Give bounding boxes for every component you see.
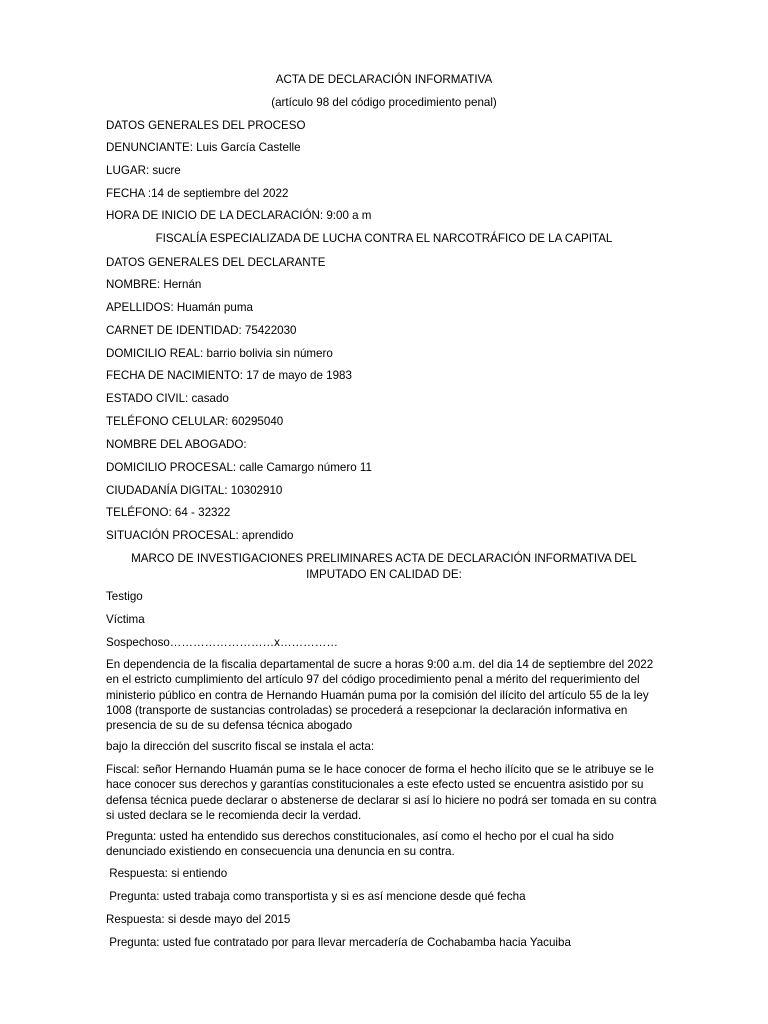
fiscal-paragraph: Fiscal: señor Hernando Huamán puma se le hace conocer de forma el hecho ilícito que se le atribuye se le hace conocer sus derechos y garantías constitucionales a este efecto usted se encuentra asistido por su defensa técnica puede declarar o abstenerse de declarar si así lo hiciere no podrá ser tomada en su contra si usted declara se le recomienda decir la verdad. bbox=[106, 763, 657, 822]
domicilio-real-field: DOMICILIO REAL: barrio bolivia sin número bbox=[106, 347, 333, 360]
denunciante-field: DENUNCIANTE: Luis García Castelle bbox=[106, 141, 301, 154]
telefono-field: TELÉFONO: 64 - 32322 bbox=[106, 506, 231, 519]
hora-field: HORA DE INICIO DE LA DECLARACIÓN: 9:00 a m bbox=[106, 209, 372, 222]
section-proceso-heading: DATOS GENERALES DEL PROCESO bbox=[106, 119, 306, 132]
abogado-field: NOMBRE DEL ABOGADO: bbox=[106, 438, 247, 451]
pregunta-2: Pregunta: usted trabaja como transportista y si es así mencione desde qué fecha bbox=[106, 890, 526, 903]
document-title: ACTA DE DECLARACIÓN INFORMATIVA bbox=[275, 73, 493, 86]
apellidos-field: APELLIDOS: Huamán puma bbox=[106, 301, 253, 314]
section-declarante-heading: DATOS GENERALES DEL DECLARANTE bbox=[106, 256, 326, 269]
lugar-field: LUGAR: sucre bbox=[106, 164, 181, 177]
ciudadania-field: CIUDADANÍA DIGITAL: 10302910 bbox=[106, 484, 283, 497]
pregunta-1: Pregunta: usted ha entendido sus derechos constitucionales, así como el hecho por el cual ha sido denunciado existiendo en consecuencia una denuncia en su contra. bbox=[106, 830, 614, 859]
pregunta-3: Pregunta: usted fue contratado por para llevar mercadería de Cochabamba hacia Yacuiba bbox=[106, 936, 571, 949]
direccion-line: bajo la dirección del suscrito fiscal se instala el acta: bbox=[106, 740, 375, 753]
fecha-field: FECHA :14 de septiembre del 2022 bbox=[106, 187, 289, 200]
marco-heading-line1: MARCO DE INVESTIGACIONES PRELIMINARES ACTA DE DECLARACIÓN INFORMATIVA DEL bbox=[131, 552, 637, 565]
nacimiento-field: FECHA DE NACIMIENTO: 17 de mayo de 1983 bbox=[106, 369, 352, 382]
situacion-field: SITUACIÓN PROCESAL: aprendido bbox=[106, 529, 294, 542]
respuesta-2: Respuesta: si desde mayo del 2015 bbox=[106, 913, 291, 926]
respuesta-1: Respuesta: si entiendo bbox=[106, 867, 228, 880]
victima-option: Víctima bbox=[106, 613, 145, 626]
sospechoso-option: Sospechoso………………………x…………… bbox=[106, 636, 338, 649]
celular-field: TELÉFONO CELULAR: 60295040 bbox=[106, 415, 284, 428]
marco-heading-line2: IMPUTADO EN CALIDAD DE: bbox=[306, 568, 462, 581]
testigo-option: Testigo bbox=[106, 590, 143, 603]
dependencia-paragraph: En dependencia de la fiscalia departamental de sucre a horas 9:00 a.m. del dia 14 de septiembre del 2022 en el estricto cumplimiento del artículo 97 del código procedimiento penal a mérito del requerimiento del ministerio público en contra de Hernando Huamán puma por la comisión del ilícito del artículo 55 de la ley 1008 (transporte de sustancias controladas) se procederá a resepcionar la declaración informativa en presencia de su de su defensa técnica abogado bbox=[106, 658, 654, 733]
carnet-field: CARNET DE IDENTIDAD: 75422030 bbox=[106, 324, 297, 337]
nombre-field: NOMBRE: Hernán bbox=[106, 278, 202, 291]
fiscalia-heading: FISCALÍA ESPECIALIZADA DE LUCHA CONTRA EL NARCOTRÁFICO DE LA CAPITAL bbox=[155, 232, 613, 245]
domicilio-procesal-field: DOMICILIO PROCESAL: calle Camargo número 11 bbox=[106, 461, 372, 474]
document-subtitle: (artículo 98 del código procedimiento penal) bbox=[271, 96, 497, 109]
estado-civil-field: ESTADO CIVIL: casado bbox=[106, 392, 229, 405]
